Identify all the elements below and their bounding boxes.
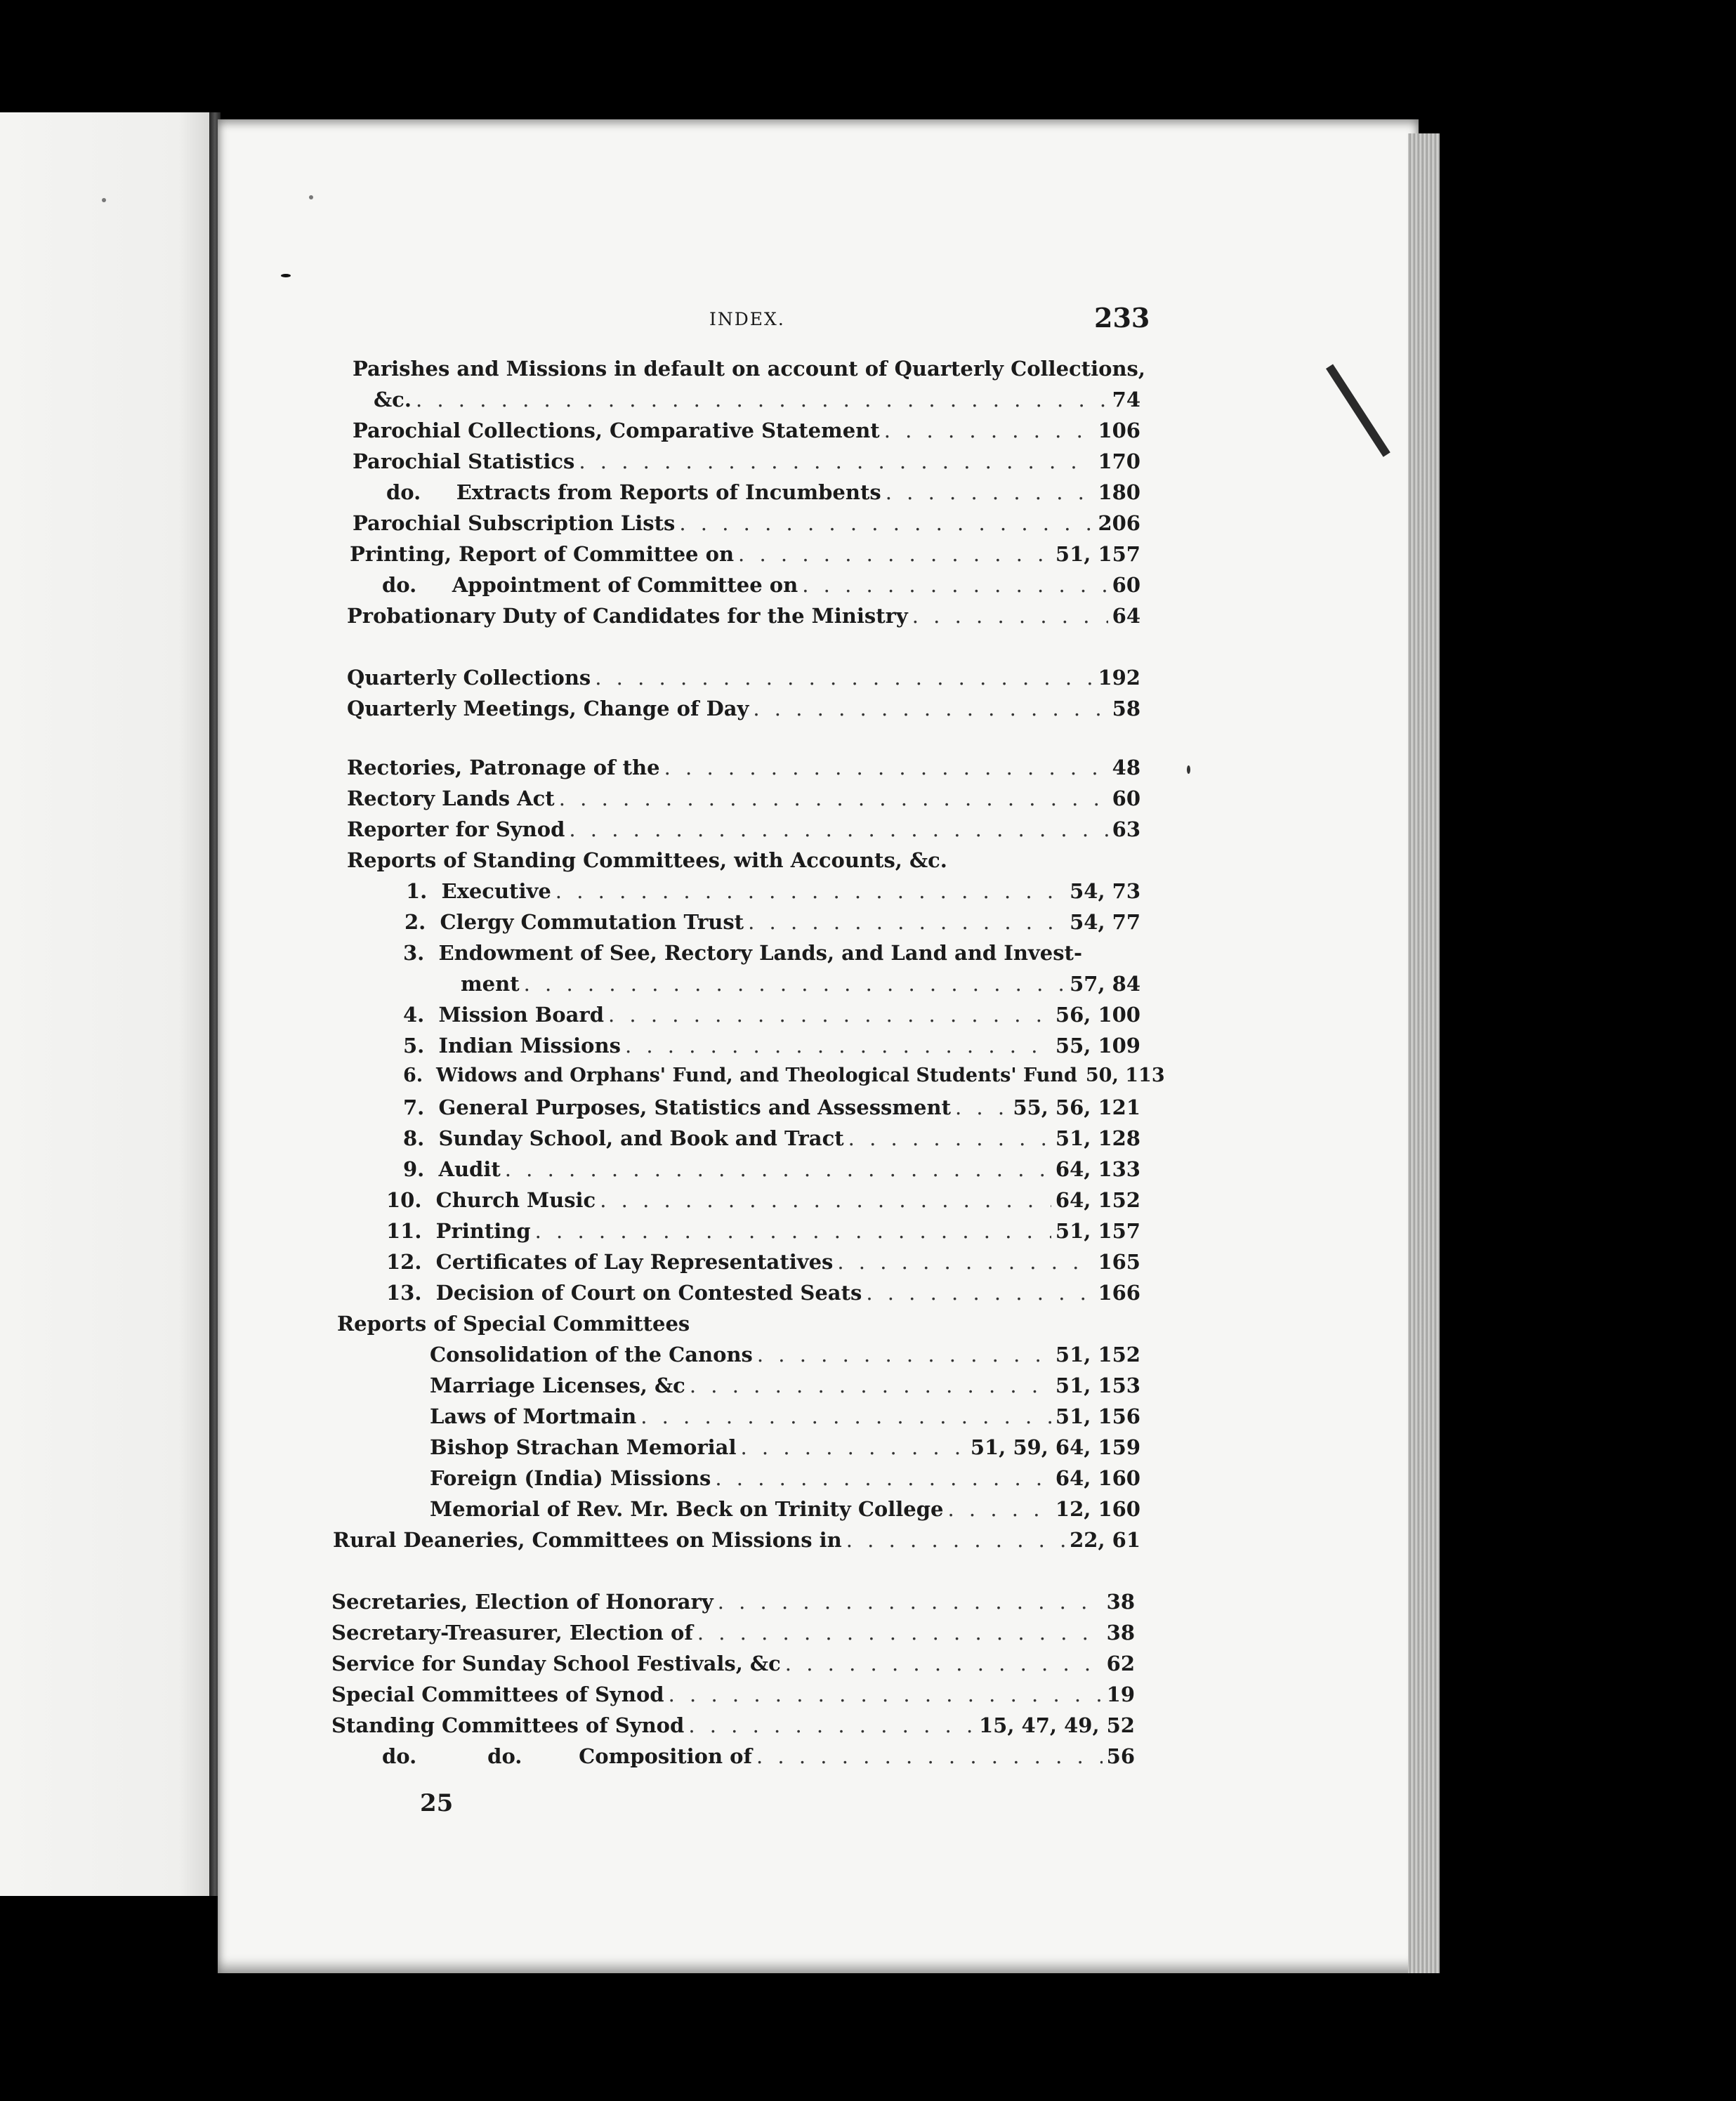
scan-speck <box>281 274 291 277</box>
index-subentry: 12. Certificates of Lay Representatives . . . 165 <box>386 1250 1140 1274</box>
index-entry: Secretaries, Election of Honorary . . . 38 <box>331 1590 1135 1614</box>
page-edges <box>1408 133 1440 1973</box>
running-head: INDEX. <box>709 309 785 329</box>
scan-speck <box>102 198 106 202</box>
index-subentry: 6. Widows and Orphans' Fund, and Theological Students' Fund 50, 113 <box>403 1065 1165 1086</box>
index-entry: Probationary Duty of Candidates for the Ministry . . . 64 <box>347 604 1140 628</box>
index-subentry: Memorial of Rev. Mr. Beck on Trinity College . . . 12, 160 <box>430 1497 1140 1521</box>
index-entry: Standing Committees of Synod . . . 15, 47, 49, 52 <box>331 1713 1135 1737</box>
index-entry: Quarterly Collections . . . 192 <box>347 666 1140 690</box>
index-entry: Service for Sunday School Festivals, &c . . . 62 <box>331 1652 1135 1675</box>
index-subentry: 11. Printing . . . 51, 157 <box>386 1219 1140 1243</box>
index-subentry: 9. Audit . . . 64, 133 <box>403 1157 1140 1181</box>
index-entry: do. do. Composition of . . . 56 <box>382 1744 1135 1768</box>
index-subentry: 10. Church Music . . . 64, 152 <box>386 1188 1140 1212</box>
index-entry: Printing, Report of Committee on . . . 51, 157 <box>350 542 1140 566</box>
index-subentry: 3. Endowment of See, Rectory Lands, and Land and Invest- <box>403 941 1082 965</box>
index-subentry: Bishop Strachan Memorial . . . 51, 59, 64, 159 <box>430 1435 1140 1459</box>
signature-mark: 25 <box>420 1789 454 1817</box>
index-subentry: 4. Mission Board . . . 56, 100 <box>403 1003 1140 1027</box>
index-entry: Reports of Special Committees <box>337 1312 690 1336</box>
index-subentry: Laws of Mortmain . . . 51, 156 <box>430 1404 1140 1428</box>
index-entry: Rectory Lands Act . . . 60 <box>347 786 1140 810</box>
index-subentry: 1. Executive . . . 54, 73 <box>406 879 1140 903</box>
previous-page <box>0 112 211 1896</box>
index-entry: do. Appointment of Committee on . . . 60 <box>382 573 1140 597</box>
index-entry: Rural Deaneries, Committees on Missions in . . . 22, 61 <box>333 1528 1140 1552</box>
index-subentry: 8. Sunday School, and Book and Tract . . . 51, 128 <box>403 1126 1140 1150</box>
index-subentry: ment . . . 57, 84 <box>461 972 1140 996</box>
page-number: 233 <box>1094 302 1150 334</box>
index-entry: Rectories, Patronage of the . . . 48 <box>347 756 1140 779</box>
index-subentry: Foreign (India) Missions . . . 64, 160 <box>430 1466 1140 1490</box>
index-entry: Parishes and Missions in default on account of Quarterly Collections, <box>353 357 1145 381</box>
index-entry: Reports of Standing Committees, with Accounts, &c. <box>347 848 947 872</box>
scan-speck <box>1187 765 1190 774</box>
index-subentry: Marriage Licenses, &c . . . 51, 153 <box>430 1374 1140 1397</box>
index-entry: Secretary-Treasurer, Election of . . . 38 <box>331 1621 1135 1645</box>
scan-speck <box>309 195 313 199</box>
index-subentry: Consolidation of the Canons . . . 51, 152 <box>430 1343 1140 1366</box>
index-entry: Parochial Statistics . . . 170 <box>353 449 1140 473</box>
index-entry: Special Committees of Synod . . . 19 <box>331 1682 1135 1706</box>
index-entry: Parochial Subscription Lists . . . 206 <box>353 511 1140 535</box>
index-entry: &c. . . . 74 <box>374 388 1140 411</box>
index-entry: Parochial Collections, Comparative Statement . . . 106 <box>353 419 1140 442</box>
index-subentry: 7. General Purposes, Statistics and Assessment . . . 55, 56, 121 <box>403 1095 1140 1119</box>
index-entry: Quarterly Meetings, Change of Day . . . 58 <box>347 697 1140 720</box>
index-subentry: 2. Clergy Commutation Trust . . . 54, 77 <box>405 910 1140 934</box>
index-subentry: 5. Indian Missions . . . 55, 109 <box>403 1034 1140 1058</box>
index-entry: Reporter for Synod . . . 63 <box>347 817 1140 841</box>
index-entry: do. Extracts from Reports of Incumbents . . . 180 <box>386 480 1140 504</box>
index-subentry: 13. Decision of Court on Contested Seats . . . 166 <box>386 1281 1140 1305</box>
